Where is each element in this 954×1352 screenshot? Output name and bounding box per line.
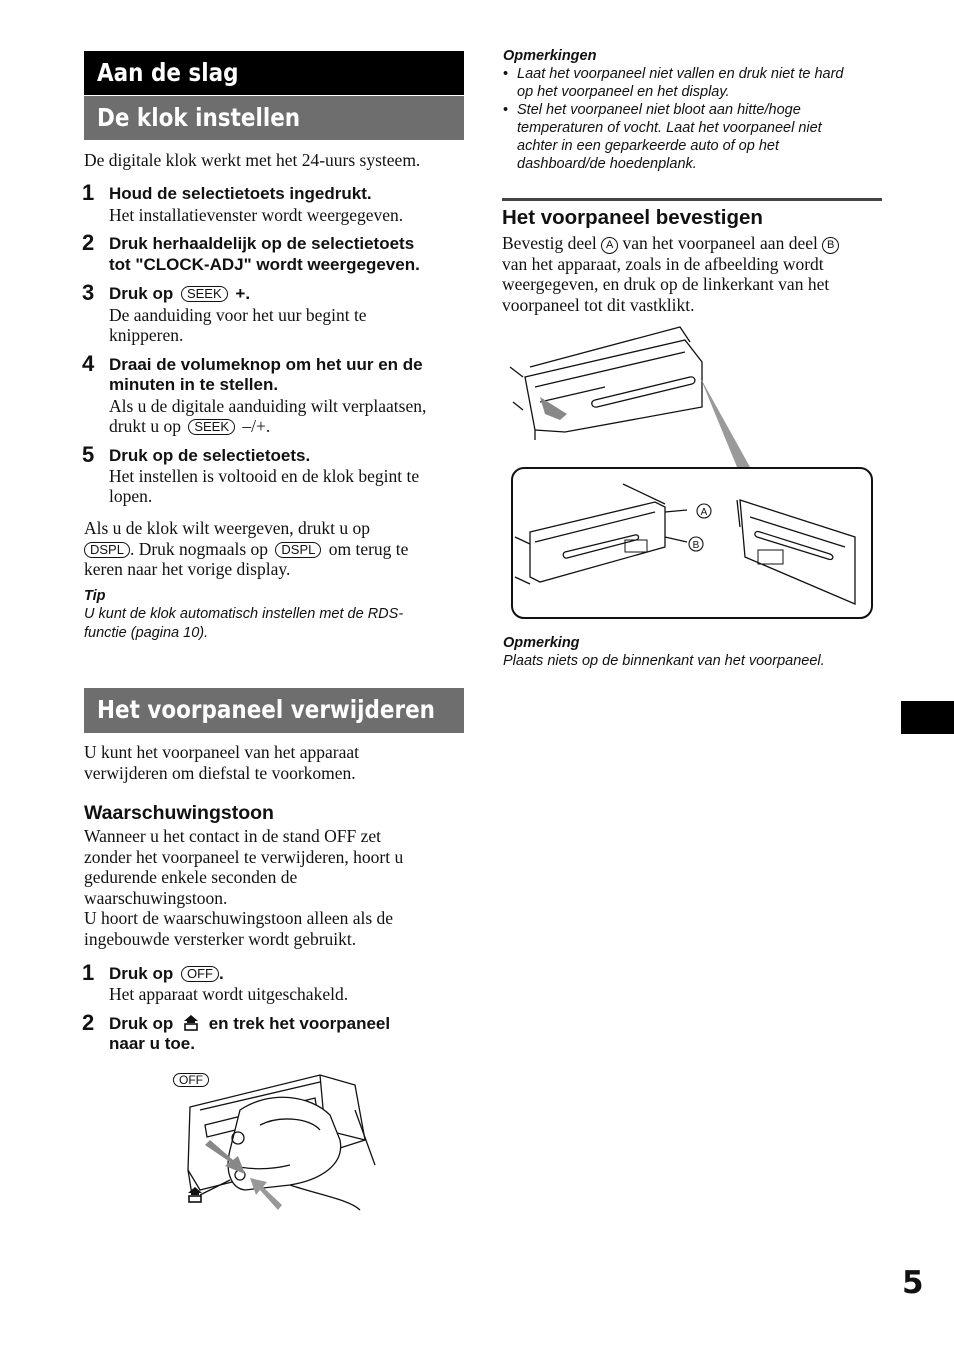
section-title-bar (84, 96, 464, 140)
step-heading: naar u toe. (109, 1034, 195, 1053)
attach-text: voorpaneel tot dit vastklikt. (502, 295, 695, 315)
step-heading (109, 964, 224, 985)
attach-text: weergegeven, en druk op de linkerkant van het (502, 274, 830, 294)
step-heading: Druk op de selectietoets. (109, 446, 311, 465)
part-a-marker: A (601, 237, 618, 254)
chapter-title: Aan de slag (97, 58, 239, 87)
display-paragraph: Als u de klok wilt weergeven, drukt u op (84, 518, 370, 538)
clock-intro: De digitale klok werkt met het 24-uurs systeem. (84, 150, 421, 170)
chapter-title-bar (84, 51, 464, 95)
attach-text: van het apparaat, zoals in de afbeelding wordt (502, 254, 824, 274)
section-title: De klok instellen (97, 103, 301, 132)
notes-list (503, 65, 893, 173)
tip-text: functie (pagina 10). (84, 625, 209, 641)
release-button-icon (182, 1014, 200, 1031)
step-body-text: –/+. (242, 416, 271, 436)
section-title: Het voorpaneel verwijderen (97, 695, 435, 724)
step-number: 3 (82, 280, 95, 305)
thumb-tab (901, 701, 954, 734)
warning-text: zonder het voorpaneel te verwijderen, hoort u (84, 847, 404, 867)
warning-text: ingebouwde versterker wordt gebruikt. (84, 929, 357, 949)
tip-text: U kunt de klok automatisch instellen met de RDS- (84, 606, 404, 622)
off-key: OFF (173, 1073, 209, 1087)
tip-label: Tip (84, 588, 106, 604)
step-body-text: drukt u op (109, 416, 181, 436)
seek-key: SEEK (188, 419, 235, 435)
step-heading-text: en trek het voorpaneel (208, 1014, 391, 1033)
warning-text: waarschuwingstoon. (84, 888, 228, 908)
attach-text-part: Bevestig deel (502, 233, 597, 253)
part-b-marker: B (822, 237, 839, 254)
note-item (503, 101, 893, 173)
step-heading: Draai de volumeknop om het uur en de (109, 355, 423, 374)
display-paragraph: keren naar het vorige display. (84, 559, 291, 579)
note-text: Plaats niets op de binnenkant van het voorpaneel. (503, 653, 825, 669)
off-key: OFF (181, 966, 219, 982)
attach-heading: Het voorpaneel bevestigen (502, 206, 763, 229)
step-number: 1 (82, 180, 95, 205)
display-paragraph (84, 539, 408, 560)
step-number: 1 (82, 960, 95, 985)
remove-intro: verwijderen om diefstal te voorkomen. (84, 763, 356, 783)
warning-text: U hoort de waarschuwingstoon alleen als de (84, 908, 394, 928)
step-heading-text: Druk op (109, 964, 174, 983)
note-line: temperaturen of vocht. Laat het voorpaneel niet (517, 120, 822, 136)
step-heading: minuten in te stellen. (109, 375, 279, 394)
warning-text: Wanneer u het contact in de stand OFF zet (84, 826, 381, 846)
step-number: 5 (82, 442, 95, 467)
step-body: knipperen. (109, 325, 184, 345)
seek-key: SEEK (181, 286, 228, 302)
part-b-label: B (692, 540, 700, 551)
note-label: Opmerking (503, 635, 580, 651)
attach-drawing (505, 322, 877, 622)
section-title-bar (84, 688, 464, 733)
page-number: 5 (902, 1265, 924, 1301)
step-number: 4 (82, 351, 95, 376)
section-rule (502, 198, 882, 201)
notes-label: Opmerkingen (503, 48, 597, 64)
step-heading: Houd de selectietoets ingedrukt. (109, 184, 372, 203)
step-body: Het instellen is voltooid en de klok begint te (109, 466, 420, 486)
step-heading (109, 284, 250, 305)
note-line: • Laat het voorpaneel niet vallen en druk niet te hard (517, 66, 844, 82)
remove-panel-illustration (170, 1070, 385, 1215)
paragraph-text: . Druk nogmaals op (129, 539, 269, 559)
attach-panel-illustration (505, 322, 877, 622)
step-body: Het apparaat wordt uitgeschakeld. (109, 984, 349, 1004)
note-line: achter in een geparkeerde auto of op het (517, 138, 779, 154)
step-body: De aanduiding voor het uur begint te (109, 305, 367, 325)
step-body: lopen. (109, 486, 153, 506)
note-line: op het voorpaneel en het display. (517, 84, 730, 100)
attach-text (502, 233, 839, 254)
step-heading-text: Druk op (109, 1014, 174, 1033)
paragraph-text: om terug te (328, 539, 409, 559)
step-heading-text: +. (235, 284, 251, 303)
warning-heading: Waarschuwingstoon (84, 802, 274, 824)
part-a-label: A (700, 507, 708, 518)
step-heading: Druk herhaaldelijk op de selectietoets (109, 234, 415, 253)
dspl-key: DSPL (84, 542, 130, 558)
remove-intro: U kunt het voorpaneel van het apparaat (84, 742, 360, 762)
step-body: Als u de digitale aanduiding wilt verplaatsen, (109, 396, 427, 416)
attach-text-part: van het voorpaneel aan deel (622, 233, 818, 253)
note-line: dashboard/de hoedenplank. (517, 156, 697, 172)
step-heading-text: . (218, 964, 224, 983)
note-line: • Stel het voorpaneel niet bloot aan hitte/hoge (517, 102, 801, 118)
step-number: 2 (82, 230, 95, 255)
warning-text: gedurende enkele seconden de (84, 867, 298, 887)
panel-drawing (170, 1070, 385, 1215)
step-number: 2 (82, 1010, 95, 1035)
dspl-key: DSPL (275, 542, 321, 558)
step-body: Het installatievenster wordt weergegeven. (109, 205, 404, 225)
note-item (503, 65, 893, 101)
step-body (109, 416, 270, 437)
step-heading: tot "CLOCK-ADJ" wordt weergegeven. (109, 255, 420, 274)
step-heading (109, 1014, 390, 1035)
step-heading-text: Druk op (109, 284, 174, 303)
